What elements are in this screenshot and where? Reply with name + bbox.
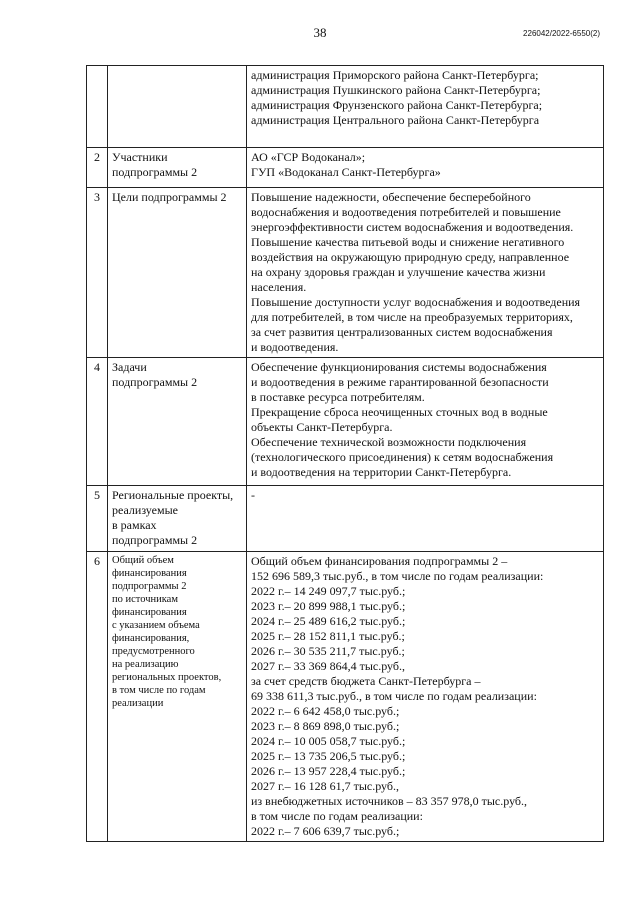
content-line: за счет развития централизованных систем водоснабжения (251, 325, 553, 339)
program-passport-table (86, 65, 604, 842)
table-row (87, 486, 604, 552)
content-line: 2027 г.– 33 369 864,4 тыс.руб., (251, 659, 405, 673)
label-line: с указанием объема (112, 620, 200, 631)
content-line: 2022 г.– 14 249 097,7 тыс.руб.; (251, 584, 406, 598)
table-row (87, 552, 604, 842)
row-content (247, 148, 604, 188)
label-line: подпрограммы 2 (112, 581, 187, 592)
row-number: 4 (87, 358, 108, 486)
content-line: Обеспечение технической возможности подключения (251, 435, 527, 449)
content-line: в поставке ресурса потребителям. (251, 390, 425, 404)
content-line: администрация Пушкинского района Санкт-Петербурга; (251, 83, 541, 97)
label-line: Общий объем (112, 555, 174, 566)
content-line: населения. (251, 280, 307, 294)
row-content (247, 66, 604, 148)
content-line: 2024 г.– 25 489 616,2 тыс.руб.; (251, 614, 406, 628)
content-line: Общий объем финансирования подпрограммы 2 – (251, 554, 508, 568)
content-line: 2022 г.– 7 606 639,7 тыс.руб.; (251, 824, 400, 838)
content-line: и водоотведения. (251, 340, 339, 354)
content-line: Прекращение сброса неочищенных сточных вод в водные (251, 405, 548, 419)
content-line: Повышение качества питьевой воды и снижение негативного (251, 235, 565, 249)
row-label (108, 358, 247, 486)
content-line: 152 696 589,3 тыс.руб., в том числе по годам реализации: (251, 569, 544, 583)
row-content (247, 188, 604, 358)
label-line: реализации (112, 698, 164, 709)
content-line: 2025 г.– 13 735 206,5 тыс.руб.; (251, 749, 406, 763)
content-line: АО «ГСР Водоканал»; (251, 150, 366, 164)
label-line: Цели подпрограммы 2 (112, 190, 227, 204)
label-line: Задачи (112, 360, 147, 374)
row-number (87, 66, 108, 148)
label-line: по источникам (112, 594, 178, 605)
content-line: 2026 г.– 13 957 228,4 тыс.руб.; (251, 764, 406, 778)
content-line: 2023 г.– 20 899 988,1 тыс.руб.; (251, 599, 406, 613)
content-line: Обеспечение функционирования системы водоснабжения (251, 360, 547, 374)
page-number: 38 (313, 25, 327, 40)
content-line: энергоэффективности систем водоснабжения и водоотведения. (251, 220, 574, 234)
row-number: 3 (87, 188, 108, 358)
row-content (247, 486, 604, 552)
content-line: Повышение надежности, обеспечение бесперебойного (251, 190, 531, 204)
label-line: Участники (112, 150, 168, 164)
content-line: на охрану здоровья граждан и улучшение качества жизни (251, 265, 546, 279)
content-line: из внебюджетных источников – 83 357 978,0 тыс.руб., (251, 794, 528, 808)
row-number: 6 (87, 552, 108, 842)
content-line: и водоотведения на территории Санкт-Петербурга. (251, 465, 512, 479)
label-line: предусмотренного (112, 646, 195, 657)
label-line: финансирования (112, 568, 187, 579)
content-line: 2026 г.– 30 535 211,7 тыс.руб.; (251, 644, 405, 658)
label-line: реализуемые (112, 503, 178, 517)
content-line: 2023 г.– 8 869 898,0 тыс.руб.; (251, 719, 400, 733)
content-line: в том числе по годам реализации: (251, 809, 423, 823)
table-row (87, 188, 604, 358)
row-content (247, 358, 604, 486)
row-label (108, 66, 247, 148)
row-number: 5 (87, 486, 108, 552)
table-row (87, 66, 604, 148)
content-line: администрация Центрального района Санкт-Петербурга (251, 113, 540, 127)
content-line: за счет средств бюджета Санкт-Петербурга – (251, 674, 481, 688)
content-line: и водоотведения в режиме гарантированной безопасности (251, 375, 549, 389)
table-row (87, 358, 604, 486)
content-line: администрация Приморского района Санкт-Петербурга; (251, 68, 539, 82)
content-line: 2022 г.– 6 642 458,0 тыс.руб.; (251, 704, 400, 718)
row-number: 2 (87, 148, 108, 188)
label-line: финансирования (112, 607, 187, 618)
table-body (87, 66, 604, 842)
label-line: подпрограммы 2 (112, 533, 198, 547)
content-line: для потребителей, в том числе на преобразуемых территориях, (251, 310, 573, 324)
label-line: в рамках (112, 518, 157, 532)
content-line: администрация Фрунзенского района Санкт-Петербурга; (251, 98, 543, 112)
content-line: водоснабжения и водоотведения потребителей и повышение (251, 205, 561, 219)
content-line: ГУП «Водоканал Санкт-Петербурга» (251, 165, 441, 179)
content-line: 2027 г.– 16 128 61,7 тыс.руб., (251, 779, 399, 793)
content-line: воздействия на окружающую природную среду, направленное (251, 250, 570, 264)
row-label (108, 148, 247, 188)
label-line: подпрограммы 2 (112, 165, 198, 179)
row-label (108, 552, 247, 842)
content-line: - (251, 488, 255, 502)
row-label (108, 188, 247, 358)
document-code: 226042/2022-6550(2) (523, 29, 600, 38)
row-content (247, 552, 604, 842)
label-line: подпрограммы 2 (112, 375, 198, 389)
content-line: 2025 г.– 28 152 811,1 тыс.руб.; (251, 629, 405, 643)
content-line: объекты Санкт-Петербурга. (251, 420, 393, 434)
label-line: региональных проектов, (112, 672, 222, 683)
content-line: Повышение доступности услуг водоснабжения и водоотведения (251, 295, 581, 309)
table-row (87, 148, 604, 188)
content-line: 2024 г.– 10 005 058,7 тыс.руб.; (251, 734, 406, 748)
label-line: финансирования, (112, 633, 190, 644)
row-label (108, 486, 247, 552)
label-line: на реализацию (112, 659, 179, 670)
content-line: 69 338 611,3 тыс.руб., в том числе по годам реализации: (251, 689, 537, 703)
content-line: (технологического присоединения) к сетям водоснабжения (251, 450, 554, 464)
label-line: Региональные проекты, (112, 488, 234, 502)
label-line: в том числе по годам (112, 685, 206, 696)
